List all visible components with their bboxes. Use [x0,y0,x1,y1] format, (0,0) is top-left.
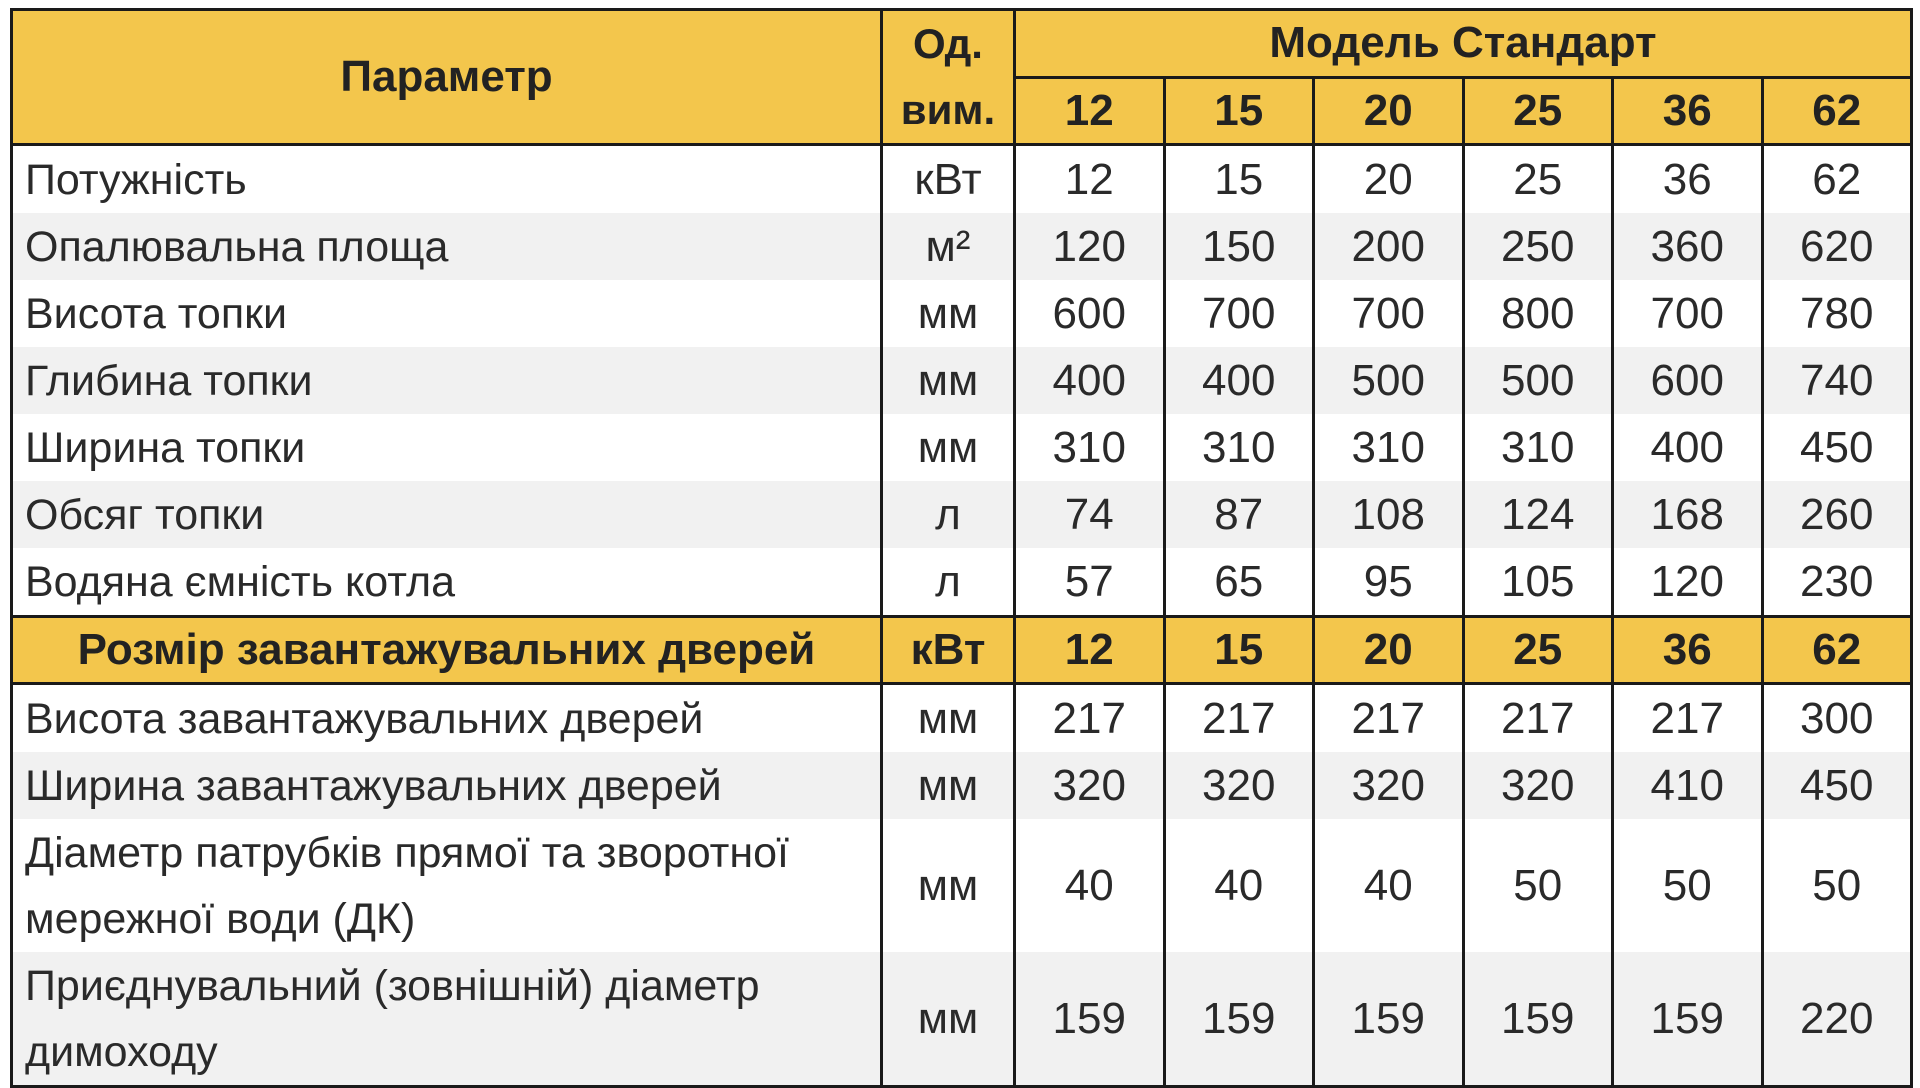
table-row [12,347,1912,414]
row-unit: л [882,548,1015,617]
row-parameter: Ширина топки [12,414,882,481]
row-value: 168 [1613,481,1763,548]
row-value: 310 [1164,414,1314,481]
row-value: 159 [1613,952,1763,1087]
section-value: 20 [1314,617,1464,684]
header-model: 12 [1015,77,1165,145]
row-parameter: Обсяг топки [12,481,882,548]
row-value: 65 [1164,548,1314,617]
row-value: 320 [1463,752,1613,819]
row-value: 150 [1164,213,1314,280]
row-parameter: Ширина завантажувальних дверей [12,752,882,819]
row-parameter-line2: мережної води (ДК) [25,894,416,943]
row-parameter: Опалювальна площа [12,213,882,280]
row-value: 36 [1613,145,1763,214]
row-parameter [12,952,882,1087]
row-value: 200 [1314,213,1464,280]
row-value: 57 [1015,548,1165,617]
row-value: 50 [1613,819,1763,952]
header-model: 62 [1762,77,1912,145]
row-value: 217 [1164,684,1314,753]
row-value: 74 [1015,481,1165,548]
row-value: 217 [1314,684,1464,753]
row-value: 50 [1762,819,1912,952]
row-value: 230 [1762,548,1912,617]
row-parameter: Висота завантажувальних дверей [12,684,882,753]
header-model-group: Модель Стандарт [1015,10,1912,78]
row-parameter: Висота топки [12,280,882,347]
section-value: 25 [1463,617,1613,684]
row-value: 450 [1762,752,1912,819]
row-value: 400 [1015,347,1165,414]
table-row [12,684,1912,753]
table-row [12,752,1912,819]
row-value: 159 [1015,952,1165,1087]
row-parameter [12,819,882,952]
row-value: 320 [1164,752,1314,819]
row-value: 40 [1164,819,1314,952]
table-row [12,819,1912,952]
row-value: 87 [1164,481,1314,548]
row-unit: мм [882,752,1015,819]
table-row [12,952,1912,1087]
row-value: 450 [1762,414,1912,481]
row-value: 700 [1613,280,1763,347]
table-header [12,10,1912,145]
row-unit: мм [882,819,1015,952]
header-model: 25 [1463,77,1613,145]
row-value: 310 [1314,414,1464,481]
row-parameter-line1: Приєднувальний (зовнішній) діаметр [25,961,760,1010]
row-unit: кВт [882,145,1015,214]
row-value: 600 [1015,280,1165,347]
row-value: 620 [1762,213,1912,280]
table-row [12,280,1912,347]
header-unit-line2: вим. [900,86,996,133]
row-value: 217 [1463,684,1613,753]
row-value: 20 [1314,145,1464,214]
section-header-row [12,617,1912,684]
row-value: 95 [1314,548,1464,617]
row-unit: л [882,481,1015,548]
row-parameter-line2: димоходу [25,1027,218,1076]
row-unit: мм [882,280,1015,347]
row-value: 800 [1463,280,1613,347]
row-value: 40 [1015,819,1165,952]
section-value: 36 [1613,617,1763,684]
row-value: 12 [1015,145,1165,214]
row-value: 25 [1463,145,1613,214]
section-value: 12 [1015,617,1165,684]
row-unit: мм [882,684,1015,753]
row-unit: м² [882,213,1015,280]
table-row [12,548,1912,617]
row-value: 310 [1463,414,1613,481]
specifications-table [10,8,1913,1088]
row-value: 62 [1762,145,1912,214]
row-value: 500 [1463,347,1613,414]
header-unit [882,10,1015,145]
row-value: 108 [1314,481,1464,548]
row-value: 105 [1463,548,1613,617]
row-unit: мм [882,414,1015,481]
header-unit-line1: Од. [913,20,983,67]
header-model: 20 [1314,77,1464,145]
row-value: 220 [1762,952,1912,1087]
section-unit: кВт [882,617,1015,684]
row-value: 320 [1314,752,1464,819]
row-parameter: Водяна ємність котла [12,548,882,617]
row-value: 50 [1463,819,1613,952]
section-value: 62 [1762,617,1912,684]
row-parameter: Глибина топки [12,347,882,414]
row-value: 120 [1613,548,1763,617]
row-value: 120 [1015,213,1165,280]
row-unit: мм [882,952,1015,1087]
row-value: 740 [1762,347,1912,414]
row-unit: мм [882,347,1015,414]
header-model: 15 [1164,77,1314,145]
header-model: 36 [1613,77,1763,145]
table-row [12,481,1912,548]
row-value: 300 [1762,684,1912,753]
row-value: 600 [1613,347,1763,414]
row-value: 159 [1314,952,1464,1087]
row-value: 159 [1463,952,1613,1087]
row-value: 310 [1015,414,1165,481]
row-value: 700 [1164,280,1314,347]
row-value: 15 [1164,145,1314,214]
row-value: 250 [1463,213,1613,280]
table-row [12,213,1912,280]
row-parameter-line1: Діаметр патрубків прямої та зворотної [25,828,789,877]
row-value: 217 [1015,684,1165,753]
row-value: 780 [1762,280,1912,347]
header-parameter: Параметр [12,10,882,145]
table-row [12,414,1912,481]
row-value: 320 [1015,752,1165,819]
row-value: 400 [1164,347,1314,414]
table-row [12,145,1912,214]
section-parameter: Розмір завантажувальних дверей [12,617,882,684]
row-value: 40 [1314,819,1464,952]
row-value: 410 [1613,752,1763,819]
row-value: 500 [1314,347,1464,414]
section-value: 15 [1164,617,1314,684]
row-value: 260 [1762,481,1912,548]
row-value: 217 [1613,684,1763,753]
row-value: 400 [1613,414,1763,481]
row-parameter: Потужність [12,145,882,214]
row-value: 700 [1314,280,1464,347]
row-value: 159 [1164,952,1314,1087]
row-value: 124 [1463,481,1613,548]
row-value: 360 [1613,213,1763,280]
